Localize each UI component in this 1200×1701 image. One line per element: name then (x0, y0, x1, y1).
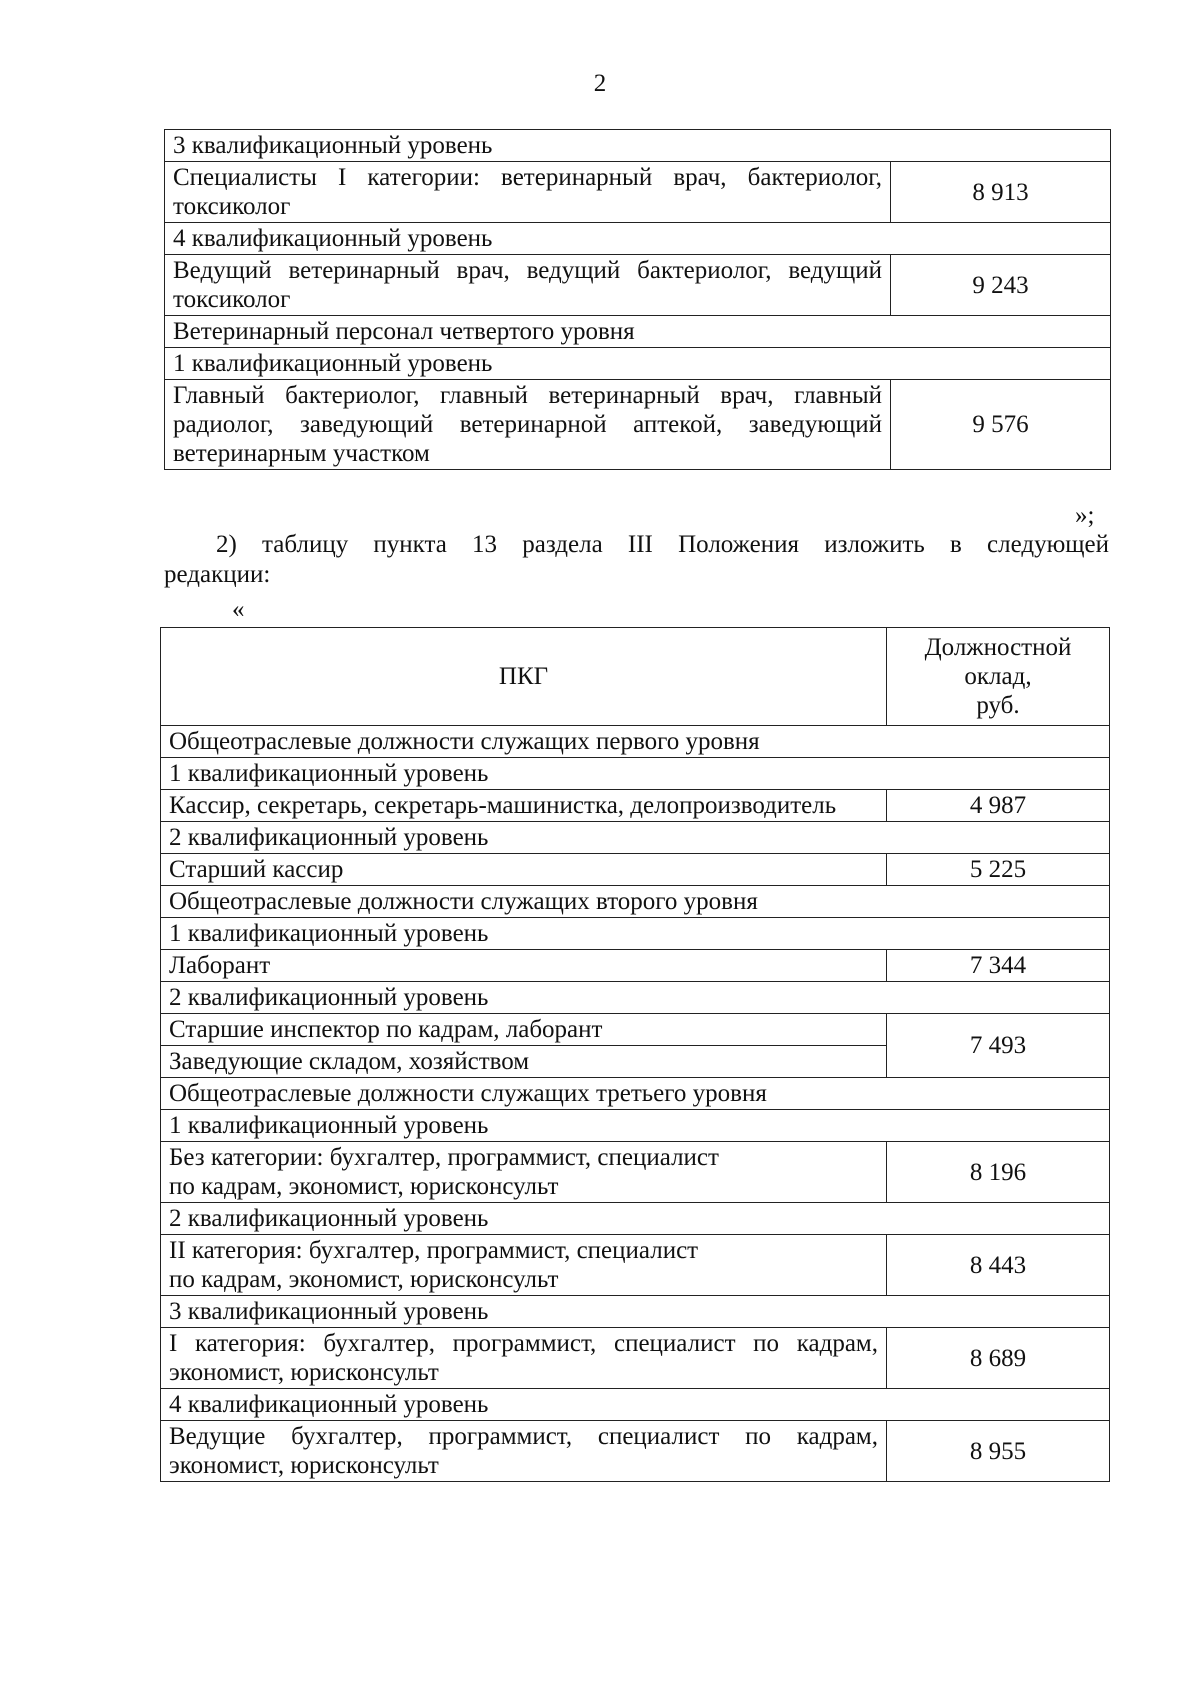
group-label: 2 квалификационный уровень (161, 822, 1110, 854)
closing-quote: »; (1075, 502, 1095, 529)
group-row (161, 886, 1110, 918)
salary-value: 9 243 (891, 255, 1111, 316)
salary-value: 5 225 (887, 854, 1110, 886)
position-names: Кассир, секретарь, секретарь-машинистка, делопроизводитель (161, 790, 887, 822)
position-names: Старший кассир (161, 854, 887, 886)
salary-value: 8 955 (887, 1421, 1110, 1482)
group-label: 1 квалификационный уровень (161, 918, 1110, 950)
group-row (161, 918, 1110, 950)
group-label: 1 квалификационный уровень (161, 1110, 1110, 1142)
group-row (161, 1203, 1110, 1235)
group-row (161, 758, 1110, 790)
group-label: Общеотраслевые должности служащих первого уровня (161, 726, 1110, 758)
salary-table-general (160, 627, 1110, 1482)
position-names (161, 1142, 887, 1203)
salary-value: 8 196 (887, 1142, 1110, 1203)
header-salary-line: руб. (976, 692, 1020, 719)
salary-value: 9 576 (891, 380, 1111, 470)
group-label: 3 квалификационный уровень (161, 1296, 1110, 1328)
table-row (165, 380, 1111, 470)
salary-value: 7 344 (887, 950, 1110, 982)
position-names: Специалисты I категории: ветеринарный врач, бактериолог, токсиколог (165, 162, 891, 223)
position-names: Ведущие бухгалтер, программист, специалист по кадрам, экономист, юрисконсульт (161, 1421, 887, 1482)
table-row (161, 854, 1110, 886)
group-row (165, 316, 1111, 348)
group-label: Общеотраслевые должности служащих второго уровня (161, 886, 1110, 918)
salary-value: 8 689 (887, 1328, 1110, 1389)
table-row (161, 1421, 1110, 1482)
paragraph-line-1: 2) таблицу пункта 13 раздела III Положения изложить в следующей (216, 531, 1109, 558)
group-row (165, 130, 1111, 162)
group-label: 4 квалификационный уровень (165, 223, 1111, 255)
group-label: Общеотраслевые должности служащих третьего уровня (161, 1078, 1110, 1110)
position-line: Без категории: бухгалтер, программист, специалист (169, 1144, 719, 1171)
group-row (165, 223, 1111, 255)
group-row (161, 726, 1110, 758)
header-pkg: ПКГ (161, 628, 887, 726)
position-line: по кадрам, экономист, юрисконсульт (169, 1266, 559, 1293)
table-row (165, 162, 1111, 223)
salary-value: 8 913 (891, 162, 1111, 223)
position-names: I категория: бухгалтер, программист, специалист по кадрам, экономист, юрисконсульт (161, 1328, 887, 1389)
table-row (161, 1328, 1110, 1389)
position-names (161, 1235, 887, 1296)
group-row (161, 1110, 1110, 1142)
group-label: 4 квалификационный уровень (161, 1389, 1110, 1421)
position-names: Заведующие складом, хозяйством (161, 1046, 887, 1078)
header-salary-line: оклад, (964, 663, 1032, 690)
group-label: 3 квалификационный уровень (165, 130, 1111, 162)
group-row (161, 822, 1110, 854)
table-header-row (161, 628, 1110, 726)
salary-value: 4 987 (887, 790, 1110, 822)
group-label: Ветеринарный персонал четвертого уровня (165, 316, 1111, 348)
group-row (165, 348, 1111, 380)
group-label: 2 квалификационный уровень (161, 1203, 1110, 1235)
group-row (161, 1296, 1110, 1328)
position-names: Старшие инспектор по кадрам, лаборант (161, 1014, 887, 1046)
group-row (161, 982, 1110, 1014)
header-salary (887, 628, 1110, 726)
position-names: Ведущий ветеринарный врач, ведущий бактериолог, ведущий токсиколог (165, 255, 891, 316)
position-names: Лаборант (161, 950, 887, 982)
position-line: по кадрам, экономист, юрисконсульт (169, 1173, 559, 1200)
salary-value: 8 443 (887, 1235, 1110, 1296)
header-salary-line: Должностной (924, 634, 1072, 661)
position-line: II категория: бухгалтер, программист, специалист (169, 1237, 699, 1264)
position-names: Главный бактериолог, главный ветеринарный врач, главный радиолог, заведующий ветеринарной аптекой, заведующий ветеринарным участком (165, 380, 891, 470)
group-row (161, 1389, 1110, 1421)
group-label: 1 квалификационный уровень (165, 348, 1111, 380)
amendment-paragraph (164, 530, 1109, 590)
page-number: 2 (593, 70, 607, 97)
table-row (161, 1142, 1110, 1203)
salary-table-veterinary (164, 129, 1111, 470)
group-row (161, 1078, 1110, 1110)
table-row (165, 255, 1111, 316)
paragraph-line-2: редакции: (164, 561, 271, 588)
table-row (161, 950, 1110, 982)
group-label: 1 квалификационный уровень (161, 758, 1110, 790)
table-row (161, 1014, 1110, 1046)
table-row (161, 1235, 1110, 1296)
salary-value: 7 493 (887, 1014, 1110, 1078)
opening-quote: « (232, 596, 245, 623)
group-label: 2 квалификационный уровень (161, 982, 1110, 1014)
table-row (161, 790, 1110, 822)
